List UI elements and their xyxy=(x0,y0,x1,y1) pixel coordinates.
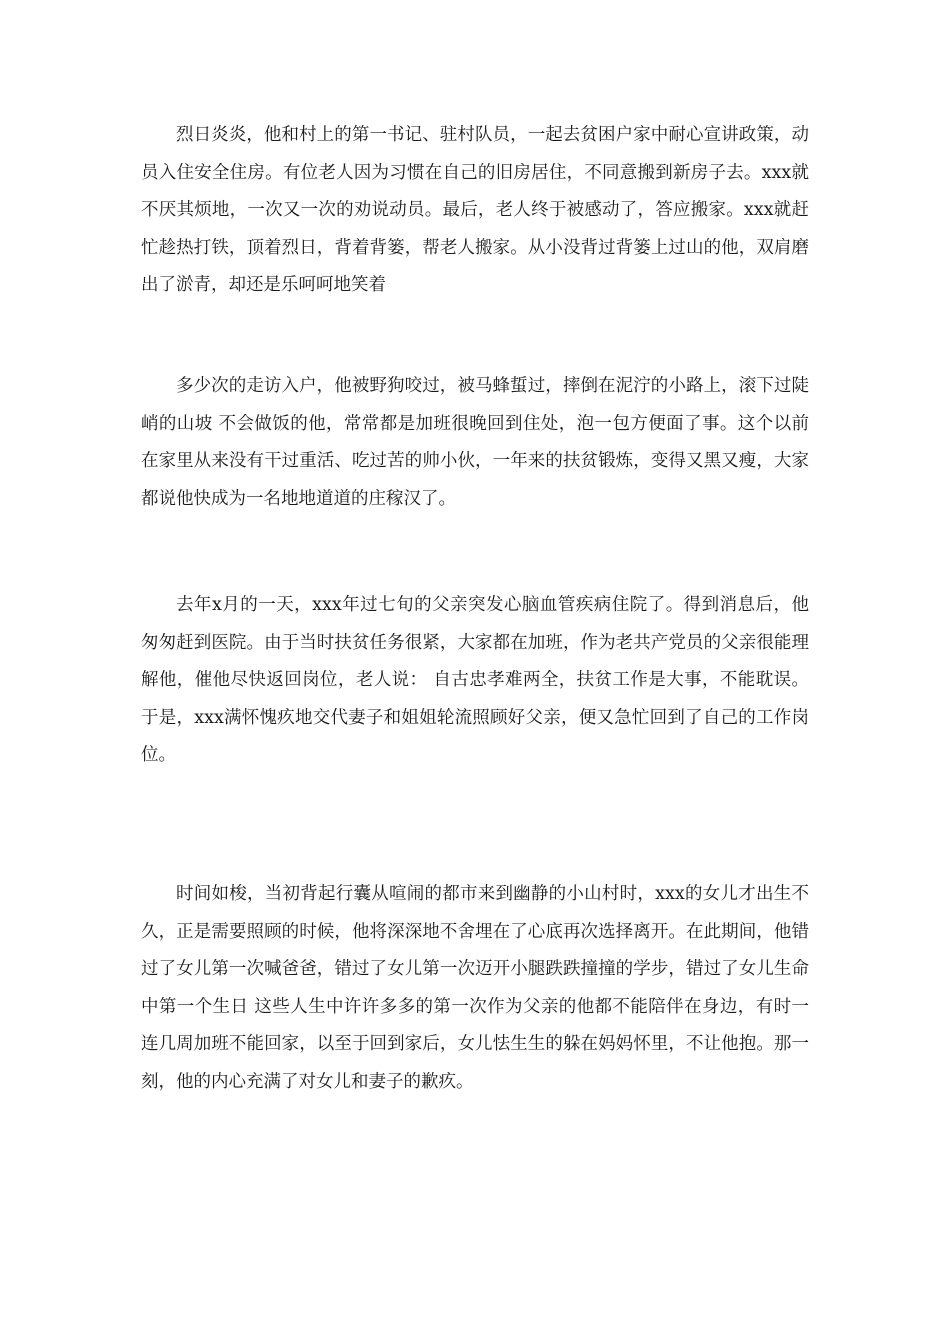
paragraph-father-hospital: 去年x月的一天，xxx年过七旬的父亲突发心脑血管疾病住院了。得到消息后，他匆匆赶到医院。由于当时扶贫任务很紧，大家都在加班，作为老共产党员的父亲很能理解他，催他尽快返回岗位，老人说： 自古忠孝难两全，扶贫工作是大事，不能耽误。 于是，xxx满怀愧疚地交代妻子和姐姐轮流照顾好父亲，便又急忙回到了自己的工作岗位。 xyxy=(141,595,809,766)
paragraph-moving-house: 烈日炎炎，他和村上的第一书记、驻村队员，一起去贫困户家中耐心宣讲政策，动员入住安全住房。有位老人因为习惯在自己的旧房居住，不同意搬到新房子去。xxx就不厌其烦地，一次又一次的劝说动员。最后，老人终于被感动了，答应搬家。xxx就赶忙趁热打铁，顶着烈日，背着背篓，帮老人搬家。从小没背过背篓上过山的他，双肩磨出了淤青，却还是乐呵呵地笑着 xyxy=(141,125,809,296)
paragraph-daughter: 时间如梭，当初背起行囊从喧闹的都市来到幽静的小山村时，xxx的女儿才出生不久，正是需要照顾的时候，他将深深地不舍埋在了心底再次选择离开。在此期间，他错过了女儿第一次喊爸爸，错过了女儿第一次迈开小腿跌跌撞撞的学步，错过了女儿生命中第一个生日 这些人生中许许多多的第一次作为父亲的他都不能陪伴在身边，有时一连几周加班不能回家，以至于回到家后，女儿怯生生的躲在妈妈怀里，不让他抱。那一刻，他的内心充满了对女儿和妻子的歉疚。 xyxy=(141,884,809,1092)
paragraph-village-visits: 多少次的走访入户，他被野狗咬过，被马蜂蜇过，摔倒在泥泞的小路上，滚下过陡峭的山坡 不会做饭的他，常常都是加班很晚回到住处，泡一包方便面了事。这个以前在家里从来没有干过重活、吃过苦的帅小伙，一年来的扶贫锻炼，变得又黑又瘦，大家都说他快成为一名地地道道的庄稼汉了。 xyxy=(141,376,809,509)
